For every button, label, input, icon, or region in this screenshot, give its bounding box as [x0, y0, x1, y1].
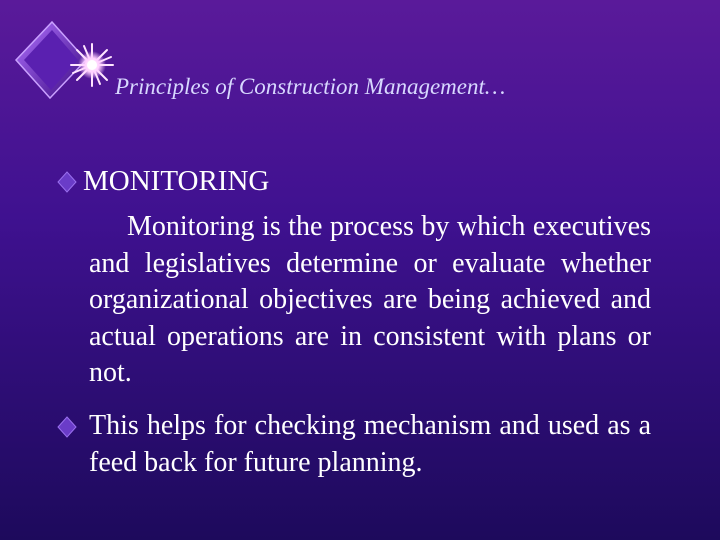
monitoring-paragraph-text: Monitoring is the process by which executives and legislatives determine or evaluate whether organizational objectives are being achieved and actual operations are in consistent with plans or not.	[89, 211, 651, 388]
monitoring-paragraph	[89, 209, 651, 392]
diamond-star-logo-icon	[14, 16, 124, 126]
diamond-bullet-icon	[57, 416, 77, 438]
slide-title: Principles of Construction Management…	[115, 74, 506, 99]
diamond-bullet-icon	[57, 171, 77, 193]
bullet-paragraph: This helps for checking mechanism and used as a feed back for future planning.	[89, 410, 651, 478]
section-heading: MONITORING	[83, 165, 270, 197]
